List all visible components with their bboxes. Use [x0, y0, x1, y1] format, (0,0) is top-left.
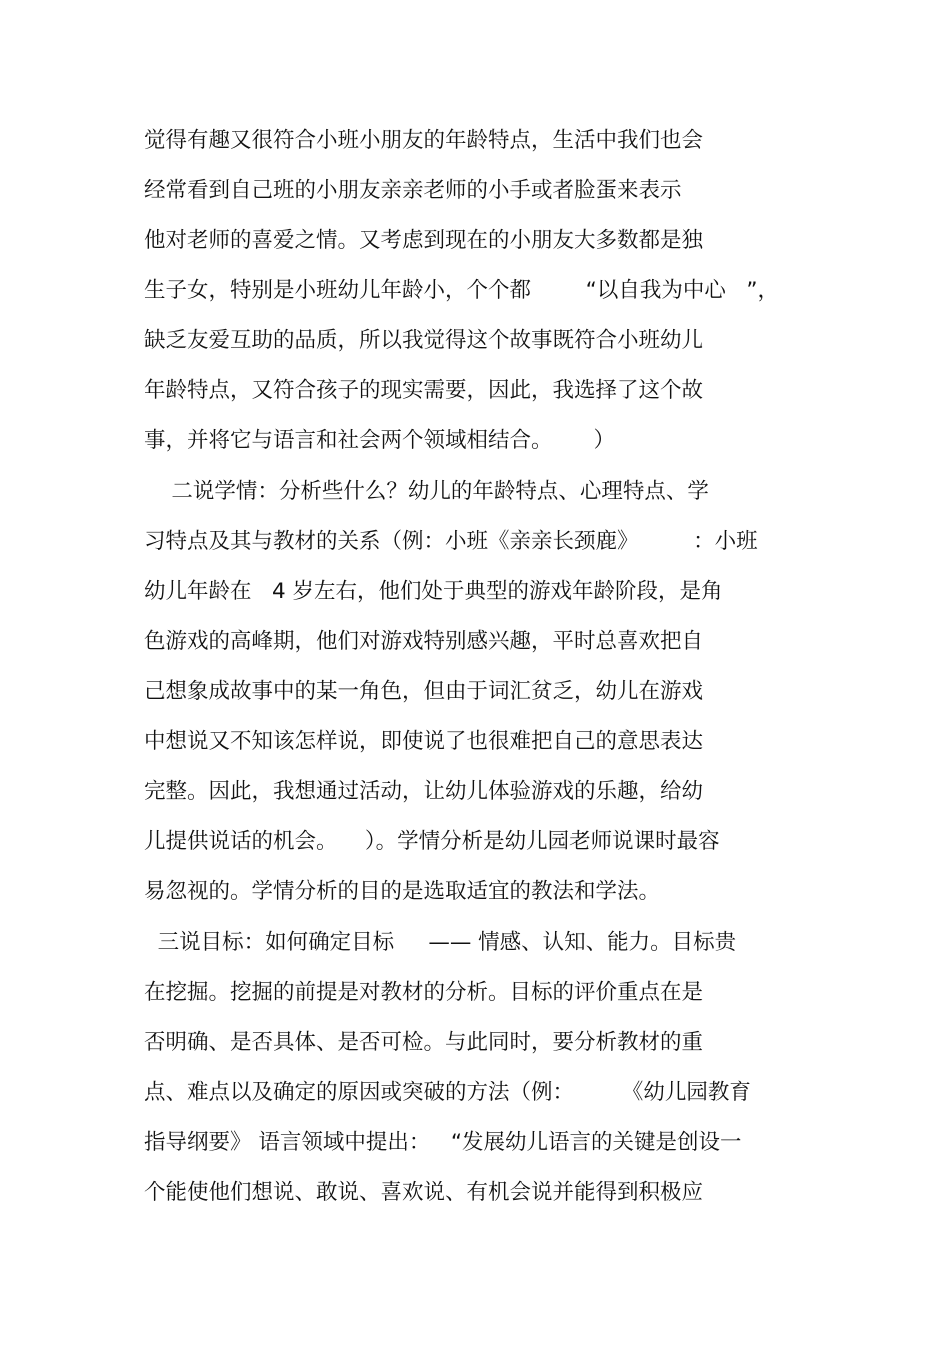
text-line: 经常看到自己班的小朋友亲亲老师的小手或者脸蛋来表示 — [144, 178, 682, 203]
text-line: 否明确、是否具体、是否可检。与此同时，要分析教材的重 — [144, 1030, 704, 1055]
text-line: 生子女，特别是小班幼儿年龄小，个个都 “以自我为中心 ”， — [144, 278, 779, 303]
text-line: 中想说又不知该怎样说，即使说了也很难把自己的意思表达 — [144, 729, 704, 754]
text-line: 觉得有趣又很符合小班小朋友的年龄特点，生活中我们也会 — [144, 128, 704, 153]
text-line: 年龄特点，又符合孩子的现实需要，因此，我选择了这个故 — [144, 378, 704, 403]
text-line: 点、难点以及确定的原因或突破的方法（例： 《幼儿园教育 — [144, 1080, 751, 1105]
text-line: 幼儿年龄在 4 岁左右，他们处于典型的游戏年龄阶段，是角 — [144, 579, 723, 604]
text-line: 个能使他们想说、敢说、喜欢说、有机会说并能得到积极应 — [144, 1180, 704, 1205]
text-line: 在挖掘。挖掘的前提是对教材的分析。目标的评价重点在是 — [144, 980, 704, 1005]
text-line: 己想象成故事中的某一角色，但由于词汇贫乏，幼儿在游戏 — [144, 679, 704, 704]
text-line: 二说学情：分析些什么？幼儿的年龄特点、心理特点、学 — [144, 479, 709, 504]
text-line: 色游戏的高峰期，他们对游戏特别感兴趣，平时总喜欢把自 — [144, 629, 704, 654]
text-line: 他对老师的喜爱之情。又考虑到现在的小朋友大多数都是独 — [144, 228, 704, 253]
text-line: 指导纲要》 语言领域中提出： “发展幼儿语言的关键是创设一 — [144, 1130, 742, 1155]
text-line: 完整。因此，我想通过活动，让幼儿体验游戏的乐趣，给幼 — [144, 779, 704, 804]
text-line: 事，并将它与语言和社会两个领域相结合。 ） — [144, 428, 616, 453]
text-line: 习特点及其与教材的关系（例：小班《亲亲长颈鹿》 ：小班 — [144, 529, 758, 554]
text-line: 三说目标：如何确定目标 —— 情感、认知、能力。目标贵 — [144, 930, 737, 955]
text-line: 易忽视的。学情分析的目的是选取适宜的教法和学法。 — [144, 879, 661, 904]
text-line: 缺乏友爱互助的品质，所以我觉得这个故事既符合小班幼儿 — [144, 328, 704, 353]
text-line: 儿提供说话的机会。 ）。学情分析是幼儿园老师说课时最容 — [144, 829, 720, 854]
